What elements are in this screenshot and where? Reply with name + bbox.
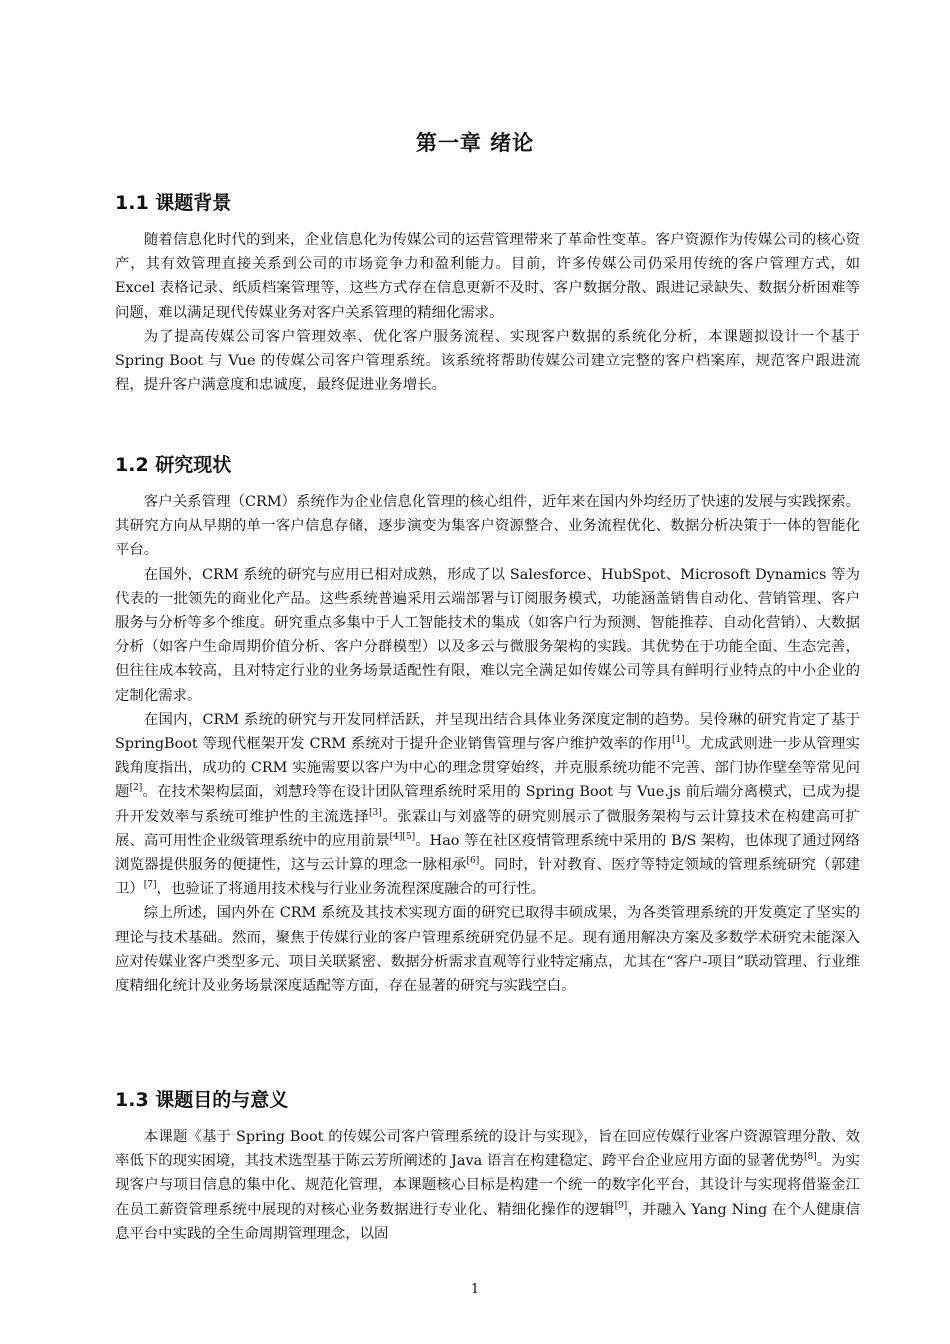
citation: [8]: [803, 1152, 817, 1163]
citation: [3]: [369, 807, 382, 818]
text-run: ，也验证了将通用技术栈与行业业务流程深度融合的可行性。: [156, 881, 546, 898]
paragraph: 客户关系管理（CRM）系统作为企业信息化管理的核心组件，近年来在国内外均经历了快速的发展与实践探索。其研究方向从早期的单一客户信息存储，逐步演变为集客户资源整合、业务流程优化、数据分析决策于一体的智能化平台。: [115, 494, 860, 559]
text-run: 。尤成武则进一步从管理实践角度指出，成功的 CRM 实施需要以客户为中心的理念贯穿始终，并克服系统功能不完善、部门协作壁垒等常见问题: [115, 736, 860, 801]
citation: [1]: [672, 735, 685, 746]
paragraph: 在国外，CRM 系统的研究与应用已相对成熟，形成了以 Salesforce、HubSpot、Microsoft Dynamics 等为代表的一批领先的商业化产品。这些系统普遍采用云端部署与订阅服务模式，功能涵盖销售自动化、营销管理、客户服务与分析等多个维度。研究重点多集中于人工智能技术的集成（如客户行为预测、智能推荐、自动化营销）、大数据分析（如客户生命周期价值分析、客户分群模型）以及多云与微服务架构的实践。其优势在于功能全面、生态完善，但往往成本较高，且对特定行业的业务场景适配性有限，难以完全满足如传媒公司等具有鲜明行业特点的中小企业的定制化需求。: [115, 566, 860, 704]
paragraph: 随着信息化时代的到来，企业信息化为传媒公司的运营管理带来了革命性变革。客户资源作为传媒公司的核心资产，其有效管理直接关系到公司的市场竞争力和盈利能力。目前，许多传媒公司仍采用传统的客户管理方式，如 Excel 表格记录、纸质档案管理等，这些方式存在信息更新不及时、客户数据分散、跟进记录缺失、数据分析困难等问题，难以满足现代传媒业务对客户关系管理的精细化需求。: [115, 232, 860, 321]
section-heading: 1.3 课题目的与意义: [115, 1089, 289, 1111]
chapter-title: 第一章 绪论: [415, 131, 535, 155]
section-heading: 1.2 研究现状: [115, 454, 232, 476]
text-run: 。张霖山与刘盛等的研究则展示了微服务架构与云计算技术在构建高可扩展、高可用性企业级管理系统中的应用前景: [115, 808, 860, 849]
text-run: 。为实现客户与项目信息的集中化、规范化管理，本课题核心目标是构建一个统一的数字化平台，其设计与实现将借鉴金江在员工薪资管理系统中展现的对核心业务数据进行专业化、精细化操作的逻辑: [115, 1153, 860, 1218]
text-run: 。Hao 等在社区疫情管理系统中采用的 B/S 架构，也体现了通过网络浏览器提供服务的便捷性，这与云计算的理念一脉相承: [115, 832, 860, 874]
citation: [2]: [129, 783, 143, 794]
paragraph: 综上所述，国内外在 CRM 系统及其技术实现方面的研究已取得丰硕成果，为各类管理系统的开发奠定了坚实的理论与技术基础。然而，聚焦于传媒行业的客户管理系统研究仍显不足。现有通用解决方案及多数学术研究未能深入应对传媒业客户类型多元、项目关联紧密、数据分析需求直观等行业特定痛点，尤其在“客户-项目”联动管理、行业维度精细化统计及业务场景深度适配等方面，存在显著的研究与实践空白。: [115, 905, 860, 995]
section-heading: 1.1 课题背景: [115, 192, 232, 214]
text-run: 。同时，针对教育、医疗等特定领域的管理系统研究（郭建卫）: [115, 857, 860, 898]
citation: [6]: [466, 856, 480, 867]
paragraph-domestic-research: [115, 708, 860, 902]
citation: [9]: [614, 1200, 628, 1211]
section-background: [115, 188, 860, 397]
text-run: 。在技术架构层面，刘慧玲等在设计团队管理系统时采用的 Spring Boot 与 Vue.js 前后端分离模式，已成为提升开发效率与系统可维护性的主流选择: [115, 784, 860, 825]
citation: [7]: [143, 880, 157, 891]
section-purpose: [115, 1085, 860, 1246]
paragraph: [115, 1125, 860, 1246]
text-run: 本课题《基于 Spring Boot 的传媒公司客户管理系统的设计与实现》，旨在回应传媒行业客户资源管理分散、效率低下的现实困境，其技术选型基于陈云芳所阐述的 Java 语言在构建稳定、跨平台企业应用方面的显著优势: [115, 1129, 860, 1170]
text-run: 在国内，CRM 系统的研究与开发同样活跃，并呈现出结合具体业务深度定制的趋势。吴伶琳的研究肯定了基于 SpringBoot 等现代框架开发 CRM 系统对于提升企业销售管理与客户维护效率的作用: [115, 711, 860, 753]
page-number: 1: [470, 1282, 480, 1297]
citation: [4][5]: [389, 832, 416, 843]
section-research-status: [115, 450, 860, 998]
text-run: ，并融入 Yang Ning 在个人健康信息平台中实践的全生命周期管理理念，以固: [115, 1201, 860, 1242]
paragraph: 为了提高传媒公司客户管理效率、优化客户服务流程、实现客户数据的系统化分析，本课题拟设计一个基于 Spring Boot 与 Vue 的传媒公司客户管理系统。该系统将帮助传媒公司建立完整的客户档案库，规范客户跟进流程，提升客户满意度和忠诚度，最终促进业务增长。: [115, 328, 860, 394]
